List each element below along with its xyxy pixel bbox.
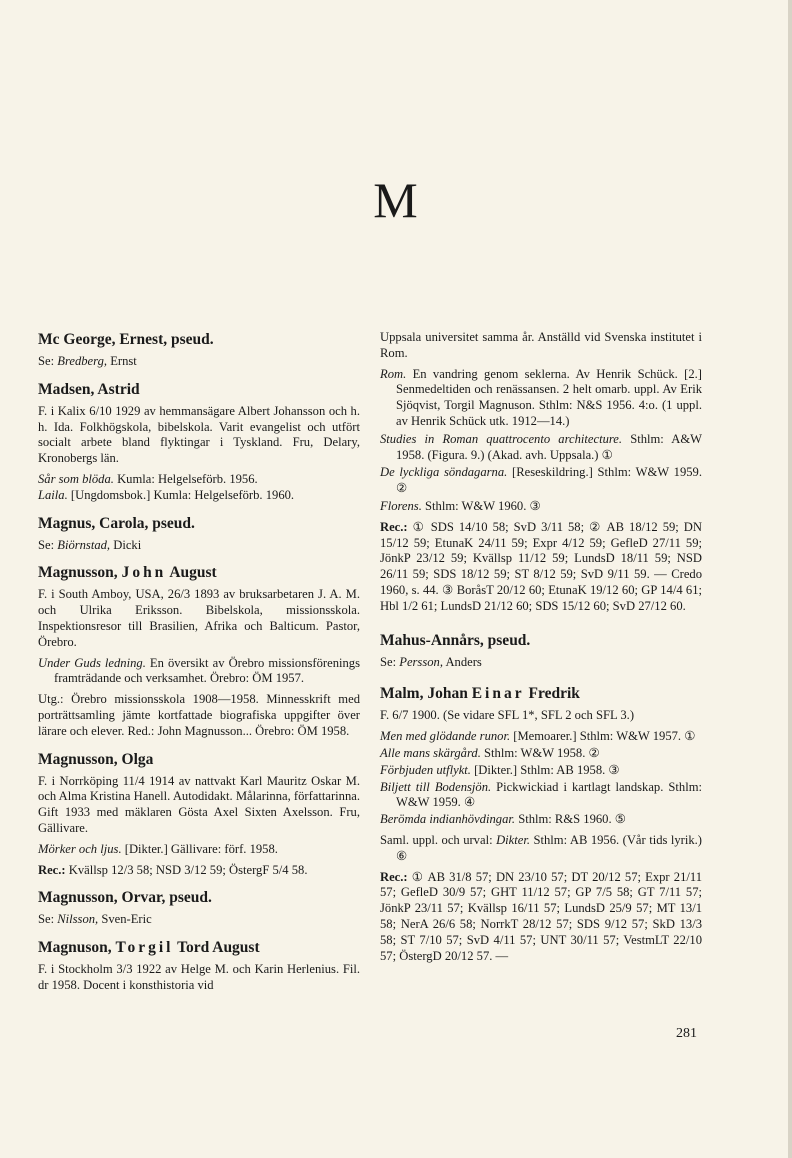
entry-bio-continued: Uppsala universitet samma år. Anställd vid Svenska institutet i Rom. bbox=[380, 330, 702, 360]
left-column bbox=[38, 330, 360, 1004]
work-item: Alle mans skärgård. Sthlm: W&W 1958. ② bbox=[380, 745, 600, 760]
entry-heading: Magnuson, Torgil Tord August bbox=[38, 939, 260, 957]
entry-heading: Mc George, Ernest, pseud. bbox=[38, 331, 214, 348]
see-reference: Se: Persson, Anders bbox=[380, 654, 482, 669]
entry-magnuson-torgil bbox=[38, 938, 360, 994]
work-item: Berömda indianhövdingar. Sthlm: R&S 1960. ⑤ bbox=[380, 812, 627, 827]
entry-magnusson-john bbox=[38, 563, 360, 739]
work-item: Rom. En vandring genom seklerna. Av Henrik Schück. [2.] Senmedeltiden och renässansen. 2 helt omarb. uppl. Av Erik Sjöqvist, Torgil Magnuson. Sthlm: N&S 1956. 4:o. (1 uppl. av Henrik Schück utk. 1912—14.) bbox=[380, 366, 702, 428]
page-number: 281 bbox=[676, 1026, 697, 1041]
entry-heading: Mahus-Annårs, pseud. bbox=[380, 631, 531, 649]
work-item: De lyckliga söndagarna. [Reseskildring.] Sthlm: W&W 1959. ② bbox=[380, 465, 702, 496]
entry-heading: Magnusson, Olga bbox=[38, 750, 154, 768]
see-reference: Se: Nilsson, Sven-Eric bbox=[38, 912, 152, 927]
edited-work: Utg.: Örebro missionsskola 1908—1958. Minnesskrift med porträttsamling jämte kortfattade biografiska uppgifter över lärare och elever. Red.: John Magnusson... Örebro: ÖM 1958. bbox=[38, 692, 360, 738]
entry-heading: Madsen, Astrid bbox=[38, 380, 140, 398]
reviews: Rec.: ① SDS 14/10 58; SvD 3/11 58; ② AB 18/12 59; DN 15/12 59; EtunaK 24/11 59; Expr 4/12 59; GefleD 27/11 59; JönkP 23/12 59; Kvällsp 11/12 59; LundsD 18/11 59; NSD 26/11 59; SDS 18/12 59; ST 8/12 59; SvD 9/11 59. — Credo 1960, s. 44. ③ BoråsT 20/12 60; EtunaK 19/12 60; GP 14/4 61; Hbl 1/2 61; LundsD 21/12 60; SDS 15/12 60; SvD 27/12 60. bbox=[380, 519, 702, 613]
reviews: Rec.: Kvällsp 12/3 58; NSD 3/12 59; ÖstergF 5/4 58. bbox=[38, 862, 308, 877]
entry-heading: Malm, Johan Einar Fredrik bbox=[380, 685, 580, 703]
right-column bbox=[380, 330, 702, 974]
entry-bio: F. i Stockholm 3/3 1922 av Helge M. och Karin Herlenius. Fil. dr 1958. Docent i konsthistoria vid bbox=[38, 962, 360, 992]
entry-magnusson-orvar bbox=[38, 888, 360, 928]
see-reference: Se: Biörnstad, Dicki bbox=[38, 537, 142, 552]
reviews: Rec.: ① AB 31/8 57; DN 23/10 57; DT 20/12 57; Expr 21/11 57; GefleD 30/9 57; GHT 11/12 57; GP 7/5 58; GT 7/11 57; JönkP 23/11 57; Kvällsp 16/11 57; LundsD 25/9 57; MT 13/1 58; NerA 26/6 58; NorrkT 28/12 57; SDS 9/12 57; SkD 13/3 58; ST 7/10 57; SvD 4/11 57; UNT 30/11 57; VestmLT 22/10 57; ÖstergD 20/12 57. — bbox=[380, 869, 702, 963]
work-item: Förbjuden utflykt. [Dikter.] Sthlm: AB 1958. ③ bbox=[380, 762, 620, 777]
see-reference: Se: Bredberg, Ernst bbox=[38, 354, 137, 368]
work-item: Biljett till Bodensjön. Pickwickiad i kartlagt landskap. Sthlm: W&W 1959. ④ bbox=[380, 779, 702, 810]
work-item: Laila. [Ungdomsbok.] Kumla: Helgelseförb. 1960. bbox=[38, 487, 295, 502]
work-item: Studies in Roman quattrocento architecture. Sthlm: A&W 1958. (Figura. 9.) (Akad. avh. Uppsala.) ① bbox=[380, 431, 702, 462]
work-item: Sår som blöda. Kumla: Helgelseförb. 1956. bbox=[38, 471, 258, 486]
entry-malm bbox=[380, 684, 702, 964]
work-item: Under Guds ledning. En översikt av Örebro missionsförenings framträdande och verksamhet. Örebro: ÖM 1957. bbox=[38, 655, 360, 686]
entry-magnus bbox=[38, 514, 360, 554]
collected-works: Saml. uppl. och urval: Dikter. Sthlm: AB 1956. (Vår tids lyrik.) ⑥ bbox=[380, 832, 702, 863]
entry-bio: F. 6/7 1900. (Se vidare SFL 1*, SFL 2 och SFL 3.) bbox=[380, 708, 635, 723]
entry-mc-george bbox=[38, 330, 360, 370]
entry-heading: Magnus, Carola, pseud. bbox=[38, 514, 195, 532]
entry-bio: F. i Kalix 6/10 1929 av hemmansägare Albert Johansson och h. h. Ida. Folkhögskola, bibelskola. Varit evangelist och utfört socialt arbete bland flyktingar i Tyskland. Fru, Delary, Kronobergs län. bbox=[38, 403, 360, 466]
entry-magnuson-torgil-continued bbox=[380, 330, 702, 615]
entry-mahus-annars bbox=[380, 631, 702, 671]
entry-heading: Magnusson, John August bbox=[38, 564, 217, 582]
entry-magnusson-olga bbox=[38, 750, 360, 879]
entry-heading: Magnusson, Orvar, pseud. bbox=[38, 889, 212, 907]
entry-bio: F. i South Amboy, USA, 26/3 1893 av bruksarbetaren J. A. M. och Ulrika Eriksson. Bibelskola, missionsskola. Inspektionsresor till Brasilien, Afrika och Balticum. Pastor, Örebro. bbox=[38, 587, 360, 649]
entry-madsen bbox=[38, 380, 360, 504]
work-item: Mörker och ljus. [Dikter.] Gällivare: förf. 1958. bbox=[38, 841, 278, 856]
work-item: Florens. Sthlm: W&W 1960. ③ bbox=[380, 498, 541, 513]
section-letter: M bbox=[373, 172, 419, 228]
work-item: Men med glödande runor. [Memoarer.] Sthlm: W&W 1957. ① bbox=[380, 729, 696, 744]
entry-bio: F. i Norrköping 11/4 1914 av nattvakt Karl Mauritz Oskar M. och Alma Kristina Hanell. Autodidakt. Målarinna, författarinna. Gift 1933 med mäklaren Gösta Axel Sixten Axelsson. Fru, Gällivare. bbox=[38, 773, 360, 835]
